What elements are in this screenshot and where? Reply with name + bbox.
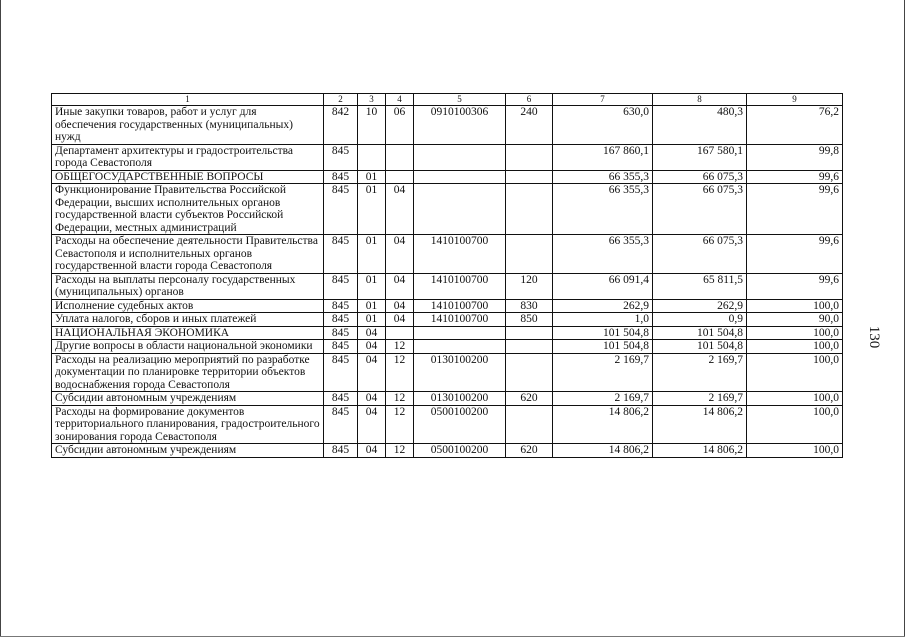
cell-percent: 100,0: [747, 392, 843, 406]
table-row: [52, 313, 843, 327]
cell-fact: 14 806,2: [653, 444, 747, 458]
cell-csr: [414, 170, 506, 184]
cell-plan: 66 355,3: [553, 184, 653, 235]
cell-percent: 99,6: [747, 235, 843, 274]
page-number: 130: [866, 325, 882, 349]
cell-ved: 845: [324, 184, 358, 235]
cell-vr: 240: [506, 106, 553, 145]
cell-csr: 0500100200: [414, 444, 506, 458]
cell-rz: 04: [358, 392, 386, 406]
cell-plan: 66 355,3: [553, 235, 653, 274]
cell-percent: 100,0: [747, 299, 843, 313]
cell-pr: [386, 144, 414, 170]
cell-plan: 66 355,3: [553, 170, 653, 184]
cell-rz: 04: [358, 340, 386, 354]
cell-csr: 0500100200: [414, 405, 506, 444]
cell-csr: [414, 184, 506, 235]
cell-fact: 2 169,7: [653, 353, 747, 392]
cell-rz: 10: [358, 106, 386, 145]
cell-vr: 120: [506, 273, 553, 299]
table-row: [52, 326, 843, 340]
cell-name: ОБЩЕГОСУДАРСТВЕННЫЕ ВОПРОСЫ: [52, 170, 324, 184]
cell-name: Расходы на реализацию мероприятий по разработке документации по планировке территории объектов водоснабжения города Севастополя: [52, 353, 324, 392]
cell-name: Департамент архитектуры и градостроительства города Севастополя: [52, 144, 324, 170]
cell-ved: 845: [324, 444, 358, 458]
cell-vr: [506, 405, 553, 444]
cell-pr: 12: [386, 392, 414, 406]
cell-vr: 620: [506, 444, 553, 458]
cell-vr: [506, 326, 553, 340]
cell-rz: 01: [358, 184, 386, 235]
cell-csr: 0910100306: [414, 106, 506, 145]
cell-vr: [506, 170, 553, 184]
cell-percent: 76,2: [747, 106, 843, 145]
table-row: [52, 184, 843, 235]
cell-pr: [386, 170, 414, 184]
cell-plan: 2 169,7: [553, 392, 653, 406]
cell-vr: [506, 184, 553, 235]
cell-csr: 1410100700: [414, 273, 506, 299]
cell-csr: [414, 326, 506, 340]
cell-plan: 167 860,1: [553, 144, 653, 170]
cell-plan: 1,0: [553, 313, 653, 327]
cell-fact: 262,9: [653, 299, 747, 313]
cell-ved: 845: [324, 299, 358, 313]
cell-plan: 14 806,2: [553, 405, 653, 444]
table-row: [52, 170, 843, 184]
cell-rz: 04: [358, 353, 386, 392]
table-row: [52, 273, 843, 299]
cell-fact: 480,3: [653, 106, 747, 145]
cell-fact: 0,9: [653, 313, 747, 327]
cell-name: Расходы на формирование документов территориального планирования, градостроительного зонирования города Севастополя: [52, 405, 324, 444]
cell-vr: [506, 340, 553, 354]
cell-percent: 100,0: [747, 353, 843, 392]
column-header-plan: 7: [553, 94, 653, 106]
scan-edge-line: [0, 636, 905, 637]
cell-rz: 01: [358, 170, 386, 184]
cell-csr: 1410100700: [414, 313, 506, 327]
cell-ved: 845: [324, 405, 358, 444]
cell-name: Уплата налогов, сборов и иных платежей: [52, 313, 324, 327]
cell-percent: 99,6: [747, 184, 843, 235]
cell-ved: 845: [324, 392, 358, 406]
cell-vr: 850: [506, 313, 553, 327]
cell-vr: 620: [506, 392, 553, 406]
cell-fact: 101 504,8: [653, 326, 747, 340]
cell-fact: 2 169,7: [653, 392, 747, 406]
table-header-row: [52, 94, 843, 106]
cell-ved: 845: [324, 235, 358, 274]
table-row: [52, 340, 843, 354]
cell-percent: 99,6: [747, 273, 843, 299]
cell-fact: 65 811,5: [653, 273, 747, 299]
cell-name: Другие вопросы в области национальной экономики: [52, 340, 324, 354]
column-header-fact: 8: [653, 94, 747, 106]
cell-name: Расходы на выплаты персоналу государственных (муниципальных) органов: [52, 273, 324, 299]
cell-fact: 101 504,8: [653, 340, 747, 354]
cell-pr: 12: [386, 340, 414, 354]
cell-csr: 1410100700: [414, 235, 506, 274]
cell-plan: 14 806,2: [553, 444, 653, 458]
table-body: [52, 106, 843, 458]
table-row: [52, 299, 843, 313]
cell-name: Функционирование Правительства Российской Федерации, высших исполнительных органов государственной власти субъектов Российской Федерации, местных администраций: [52, 184, 324, 235]
cell-plan: 101 504,8: [553, 326, 653, 340]
cell-pr: 04: [386, 235, 414, 274]
table-row: [52, 444, 843, 458]
table-row: [52, 106, 843, 145]
cell-name: Субсидии автономным учреждениям: [52, 444, 324, 458]
column-header-vr: 6: [506, 94, 553, 106]
cell-vr: [506, 353, 553, 392]
cell-ved: 845: [324, 144, 358, 170]
cell-ved: 842: [324, 106, 358, 145]
cell-pr: 04: [386, 313, 414, 327]
cell-csr: [414, 144, 506, 170]
table-row: [52, 144, 843, 170]
cell-percent: 99,6: [747, 170, 843, 184]
cell-percent: 100,0: [747, 340, 843, 354]
cell-pr: 04: [386, 184, 414, 235]
cell-plan: 2 169,7: [553, 353, 653, 392]
column-header-pr: 4: [386, 94, 414, 106]
cell-ved: 845: [324, 170, 358, 184]
cell-csr: 0130100200: [414, 353, 506, 392]
cell-pr: 12: [386, 444, 414, 458]
column-header-percent: 9: [747, 94, 843, 106]
cell-pr: 12: [386, 353, 414, 392]
cell-vr: [506, 235, 553, 274]
table-row: [52, 392, 843, 406]
cell-pr: 06: [386, 106, 414, 145]
cell-percent: 100,0: [747, 405, 843, 444]
table-row: [52, 353, 843, 392]
column-header-name: 1: [52, 94, 324, 106]
cell-fact: 66 075,3: [653, 170, 747, 184]
cell-fact: 66 075,3: [653, 184, 747, 235]
cell-rz: [358, 144, 386, 170]
cell-rz: 01: [358, 235, 386, 274]
cell-rz: 01: [358, 313, 386, 327]
cell-name: НАЦИОНАЛЬНАЯ ЭКОНОМИКА: [52, 326, 324, 340]
cell-ved: 845: [324, 353, 358, 392]
cell-csr: [414, 340, 506, 354]
column-header-csr: 5: [414, 94, 506, 106]
cell-ved: 845: [324, 340, 358, 354]
cell-vr: 830: [506, 299, 553, 313]
cell-percent: 100,0: [747, 326, 843, 340]
table-row: [52, 235, 843, 274]
cell-rz: 04: [358, 444, 386, 458]
cell-plan: 630,0: [553, 106, 653, 145]
cell-ved: 845: [324, 326, 358, 340]
budget-table: [51, 93, 843, 458]
cell-plan: 262,9: [553, 299, 653, 313]
cell-fact: 14 806,2: [653, 405, 747, 444]
cell-plan: 66 091,4: [553, 273, 653, 299]
cell-percent: 90,0: [747, 313, 843, 327]
cell-csr: 0130100200: [414, 392, 506, 406]
cell-percent: 100,0: [747, 444, 843, 458]
cell-pr: 04: [386, 299, 414, 313]
table-row: [52, 405, 843, 444]
cell-rz: 04: [358, 405, 386, 444]
cell-ved: 845: [324, 273, 358, 299]
cell-ved: 845: [324, 313, 358, 327]
cell-name: Иные закупки товаров, работ и услуг для обеспечения государственных (муниципальных) нужд: [52, 106, 324, 145]
cell-pr: [386, 326, 414, 340]
cell-pr: 12: [386, 405, 414, 444]
cell-rz: 01: [358, 299, 386, 313]
cell-csr: 1410100700: [414, 299, 506, 313]
cell-pr: 04: [386, 273, 414, 299]
cell-plan: 101 504,8: [553, 340, 653, 354]
cell-name: Расходы на обеспечение деятельности Правительства Севастополя и исполнительных органов государственной власти города Севастополя: [52, 235, 324, 274]
cell-fact: 167 580,1: [653, 144, 747, 170]
cell-percent: 99,8: [747, 144, 843, 170]
cell-vr: [506, 144, 553, 170]
column-header-rz: 3: [358, 94, 386, 106]
cell-rz: 04: [358, 326, 386, 340]
cell-fact: 66 075,3: [653, 235, 747, 274]
cell-name: Исполнение судебных актов: [52, 299, 324, 313]
column-header-ved: 2: [324, 94, 358, 106]
cell-name: Субсидии автономным учреждениям: [52, 392, 324, 406]
cell-rz: 01: [358, 273, 386, 299]
